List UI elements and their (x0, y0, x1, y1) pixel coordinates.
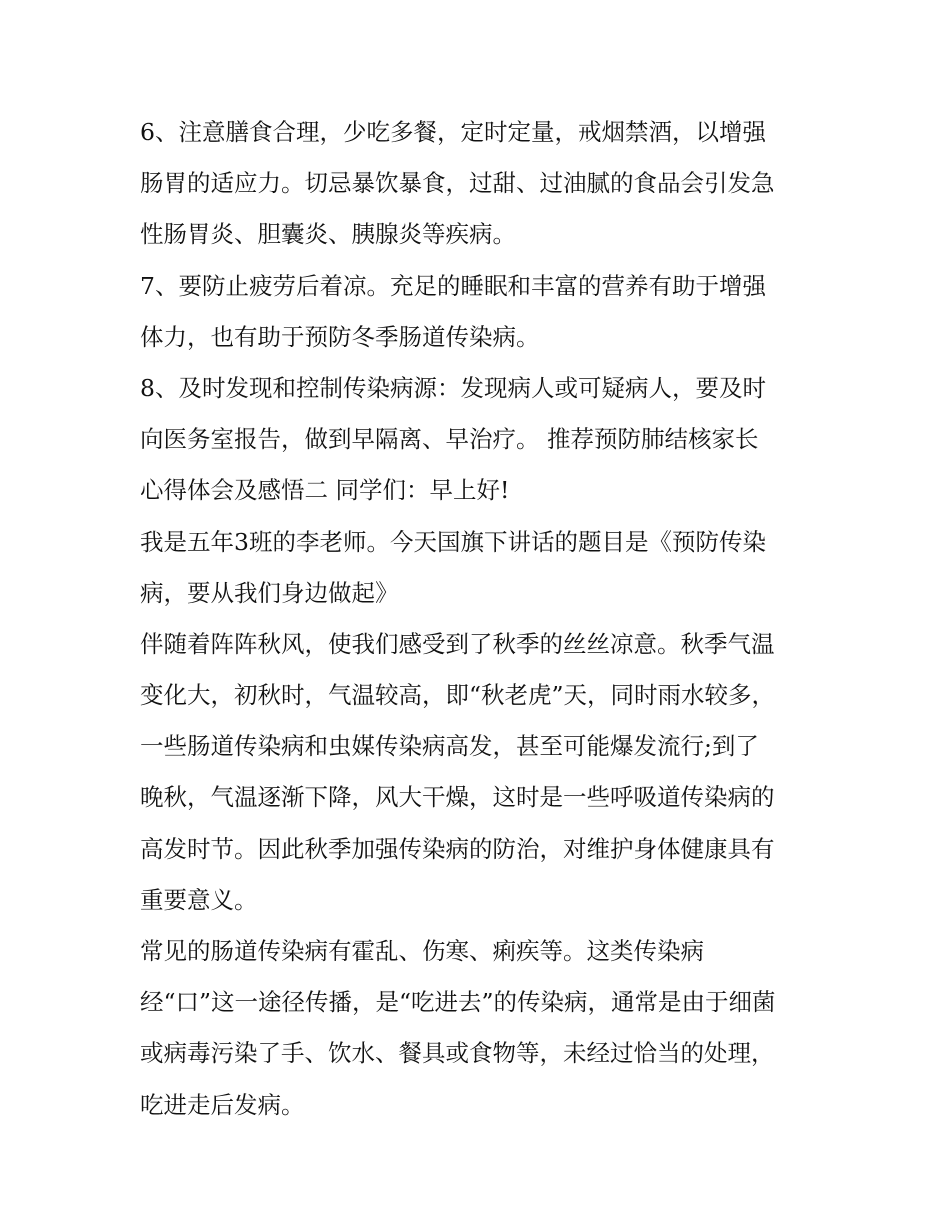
text-line: 病，要从我们身边做起》 (140, 578, 399, 607)
text-line: 经“口”这一途径传播，是“吃进去”的传染病，通常是由于细菌 (140, 988, 776, 1017)
text-line: 6、注意膳食合理，少吃多餐，定时定量，戒烟禁酒，以增强 (140, 118, 766, 146)
text-line: 晚秋，气温逐渐下降，风大干燥，这时是一些呼吸道传染病的 (140, 783, 775, 812)
text-line: 向医务室报告，做到早隔离、早治疗。 推荐预防肺结核家长 (140, 425, 759, 454)
text-line: 7、要防止疲劳后着凉。充足的睡眠和丰富的营养有助于增强 (140, 271, 766, 300)
text-line: 高发时节。因此秋季加强传染病的防治，对维护身体健康具有 (140, 834, 775, 863)
text-line: 伴随着阵阵秋风，使我们感受到了秋季的丝丝凉意。秋季气温 (140, 629, 775, 658)
text-line: 我是五年3班的李老师。今天国旗下讲话的题目是《预防传染 (140, 527, 766, 556)
text-line: 肠胃的适应力。切忌暴饮暴食，过甜、过油腻的食品会引发急 (140, 169, 775, 198)
text-line: 常见的肠道传染病有霍乱、伤寒、痢疾等。这类传染病 (140, 937, 704, 965)
document-page (140, 107, 830, 1131)
text-line: 体力，也有助于预防冬季肠道传染病。 (140, 322, 540, 351)
text-line: 或病毒污染了手、饮水、餐具或食物等，未经过恰当的处理， (140, 1039, 775, 1068)
text-line: 性肠胃炎、胆囊炎、胰腺炎等疾病。 (140, 220, 516, 249)
text-line: 8、及时发现和控制传染病源：发现病人或可疑病人，要及时 (140, 373, 766, 402)
text-line: 一些肠道传染病和虫媒传染病高发，甚至可能爆发流行;到了 (140, 732, 759, 761)
text-line: 吃进走后发病。 (140, 1090, 305, 1119)
text-line: 心得体会及感悟二 同学们：早上好! (140, 476, 510, 505)
text-line: 重要意义。 (140, 885, 258, 914)
text-line: 变化大，初秋时，气温较高，即“秋老虎”天，同时雨水较多， (140, 681, 776, 710)
